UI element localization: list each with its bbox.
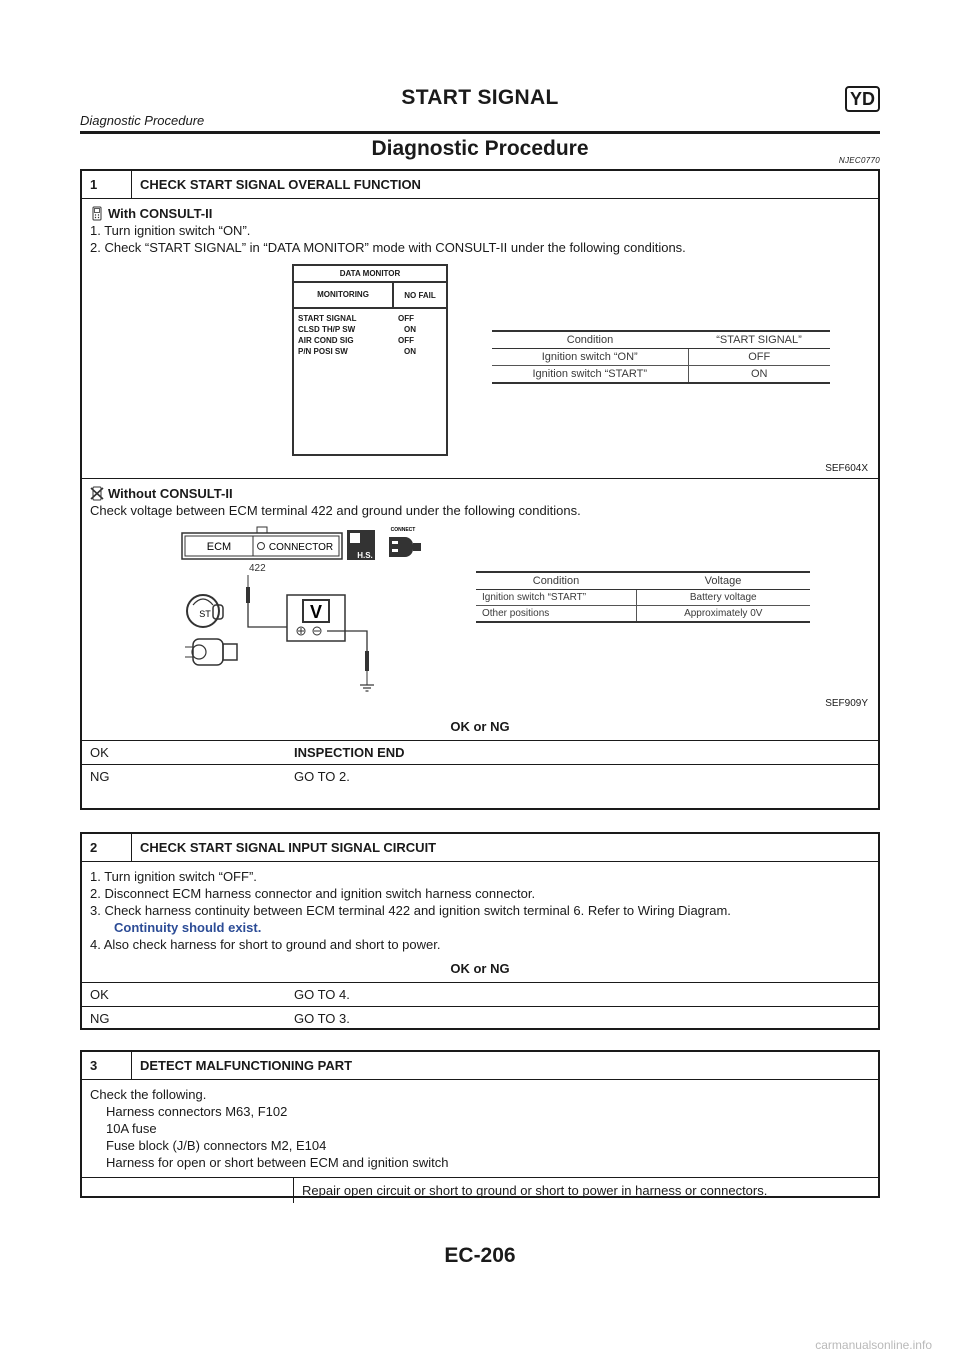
- with-step-2: 2. Check “START SIGNAL” in “DATA MONITOR” mode with CONSULT-II under the following conditions.: [90, 240, 686, 255]
- ng-action: GO TO 2.: [294, 769, 350, 784]
- step-1-number: 1: [82, 171, 132, 198]
- monitor-header-row: [294, 283, 446, 309]
- list-item: Fuse block (J/B) connectors M2, E104: [106, 1138, 327, 1153]
- data-monitor-screen: [292, 264, 448, 456]
- figure-data-monitor: [82, 256, 878, 478]
- continuity-spec: Continuity should exist.: [114, 920, 262, 935]
- ecm-label: ECM: [206, 541, 232, 553]
- cond-table-header: Condition: [492, 331, 688, 349]
- step-1-without-consult: [82, 479, 878, 519]
- terminal-label: 422: [249, 563, 266, 574]
- with-step-1: 1. Turn ignition switch “ON”.: [90, 223, 251, 238]
- page-header: [80, 86, 880, 134]
- ok-label: OK: [90, 745, 109, 760]
- step-1-ok-or-ng: OK or NG: [450, 719, 510, 734]
- voltmeter-label: V: [309, 602, 323, 622]
- ng-label: NG: [90, 1011, 110, 1026]
- step-2-ok-row: [82, 982, 878, 1006]
- step-3-body: [82, 1080, 878, 1177]
- step-3-result-row: [82, 1177, 878, 1203]
- ok-label: OK: [90, 987, 109, 1002]
- connect-label: CONNECT: [390, 527, 416, 533]
- monitor-row: P/N POSI SW ON: [298, 347, 416, 356]
- ng-label: NG: [90, 769, 110, 784]
- table-row: Ignition switch “ON” OFF: [492, 349, 830, 366]
- step-2-box: [80, 832, 880, 1030]
- without-instruction: Check voltage between ECM terminal 422 and ground under the following conditions.: [90, 503, 581, 518]
- consult-tool-icon: [90, 206, 104, 221]
- header-title: START SIGNAL: [401, 86, 559, 109]
- table-row: Ignition switch “START” Battery voltage: [476, 590, 810, 606]
- without-consult-label: Without CONSULT-II: [90, 485, 870, 502]
- hs-label: H.S.: [357, 551, 373, 560]
- table-row: Other positions Approximately 0V: [476, 606, 810, 623]
- list-item: Harness connectors M63, F102: [106, 1104, 288, 1119]
- start-signal-condition-table: [492, 330, 830, 384]
- monitor-row: AIR COND SIG OFF: [298, 336, 414, 345]
- step-1-ng-row: [82, 764, 878, 788]
- monitor-col-1: MONITORING: [294, 283, 394, 307]
- step-1-title: CHECK START SIGNAL OVERALL FUNCTION: [140, 177, 421, 192]
- section-ref: NJEC0770: [838, 156, 880, 165]
- step-3-result: Repair open circuit or short to ground or short to power in harness or connectors.: [302, 1183, 768, 1198]
- page-number: EC-206: [444, 1244, 516, 1267]
- volt-table-header: Condition: [476, 572, 636, 590]
- step-3-number: 3: [82, 1052, 132, 1079]
- step-2-line-2: 2. Disconnect ECM harness connector and ignition switch harness connector.: [90, 886, 536, 901]
- section-title: Diagnostic Procedure: [371, 137, 589, 160]
- step-2-line-3: 3. Check harness continuity between ECM terminal 422 and ignition switch terminal 6. Refer to Wiring Diagram.: [90, 903, 731, 918]
- step-2-body: [82, 862, 878, 959]
- figure-2-code: SEF909Y: [825, 698, 868, 709]
- connector-label: CONNECTOR: [268, 542, 334, 553]
- step-2-ng-row: [82, 1006, 878, 1030]
- step-2-header: [82, 834, 878, 862]
- ng-action: GO TO 3.: [294, 1011, 350, 1026]
- monitor-rows: [294, 309, 446, 357]
- key-start-label: ST: [199, 609, 211, 619]
- figure-1-code: SEF604X: [825, 463, 868, 474]
- step-3-box: [80, 1050, 880, 1198]
- step-1-box: [80, 169, 880, 810]
- monitor-title: DATA MONITOR: [294, 266, 446, 283]
- ok-action: GO TO 4.: [294, 987, 350, 1002]
- step-3-title: DETECT MALFUNCTIONING PART: [140, 1058, 353, 1073]
- voltage-diagram: [177, 525, 447, 705]
- step-1-with-consult: [82, 199, 878, 256]
- cond-table-header: “START SIGNAL”: [688, 331, 830, 349]
- header-subtitle: Diagnostic Procedure: [80, 113, 205, 128]
- with-consult-label: With CONSULT-II: [90, 205, 870, 222]
- watermark: carmanualsonline.info: [815, 1338, 932, 1352]
- monitor-row: START SIGNAL OFF: [298, 314, 414, 323]
- step-2-title: CHECK START SIGNAL INPUT SIGNAL CIRCUIT: [140, 840, 437, 855]
- step-2-line-4: 4. Also check harness for short to ground and short to power.: [90, 937, 441, 952]
- step-2-line-1: 1. Turn ignition switch “OFF”.: [90, 869, 257, 884]
- no-consult-icon: [90, 486, 104, 501]
- step-1-header: [82, 171, 878, 199]
- step-3-header: [82, 1052, 878, 1080]
- voltage-condition-table: [476, 571, 810, 623]
- list-item: 10A fuse: [106, 1121, 157, 1136]
- figure-voltage-check: [82, 519, 878, 713]
- volt-table-header: Voltage: [636, 572, 810, 590]
- engine-badge: YD: [845, 86, 880, 112]
- step-1-ok-row: [82, 740, 878, 764]
- step-2-number: 2: [82, 834, 132, 861]
- step-2-ok-or-ng: OK or NG: [450, 961, 510, 976]
- table-row: Ignition switch “START” ON: [492, 366, 830, 384]
- header-rule: [80, 131, 880, 134]
- monitor-col-2: NO FAIL: [404, 290, 436, 300]
- ok-action: INSPECTION END: [294, 745, 405, 760]
- list-item: Harness for open or short between ECM and ignition switch: [106, 1155, 449, 1170]
- step-3-intro: Check the following.: [90, 1087, 207, 1102]
- monitor-row: CLSD TH/P SW ON: [298, 325, 416, 334]
- step-3-result-spacer: [82, 1178, 294, 1203]
